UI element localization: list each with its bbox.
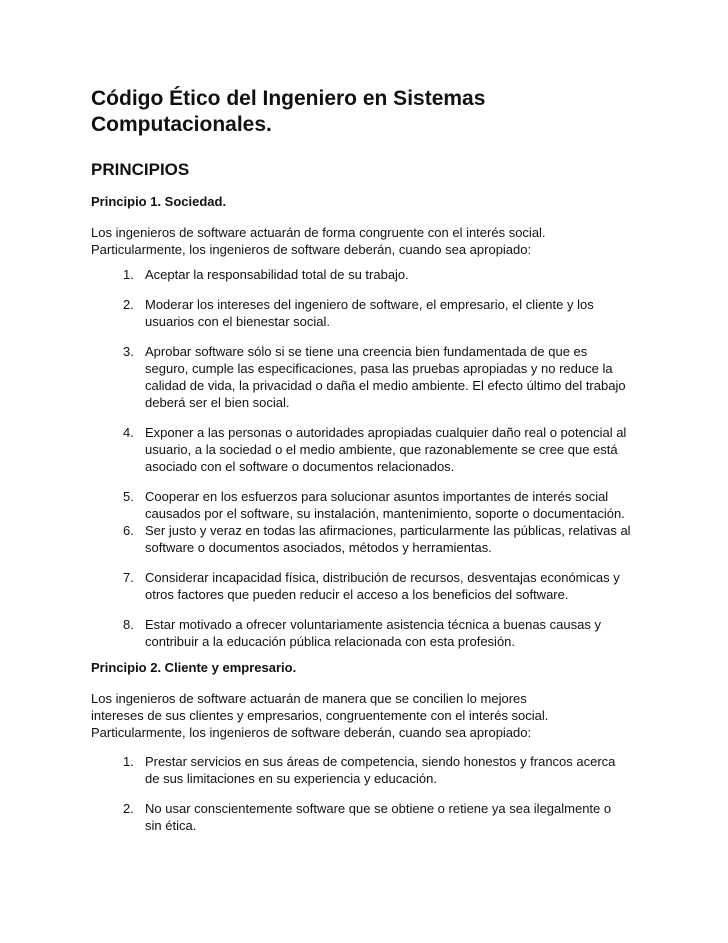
item-number: 2.	[123, 297, 134, 312]
item-number: 3.	[123, 344, 134, 359]
item-text: Moderar los intereses del ingeniero de software, el empresario, el cliente y los usuarios con el bienestar social.	[145, 297, 594, 329]
item-text: Estar motivado a ofrecer voluntariamente asistencia técnica a buenas causas y contribuir a la educación pública relacionada con esta profesión.	[145, 617, 601, 649]
list-item	[91, 569, 631, 603]
principle-2-list	[91, 753, 631, 834]
item-text: Cooperar en los esfuerzos para solucionar asuntos importantes de interés social causados por el software, su instalación, mantenimiento, soporte o documentación.	[145, 489, 625, 521]
item-text: Ser justo y veraz en todas las afirmaciones, particularmente las públicas, relativas al software o documentos asociados, métodos y herramientas.	[145, 523, 631, 555]
item-text: No usar conscientemente software que se obtiene o retiene ya sea ilegalmente o sin ética.	[145, 801, 612, 833]
item-number: 2.	[123, 801, 134, 816]
list-item	[91, 343, 631, 411]
principle-1-intro: Los ingenieros de software actuarán de forma congruente con el interés social. Particularmente, los ingenieros de software deberán, cuando sea apropiado:	[91, 225, 546, 257]
item-number: 1.	[123, 754, 134, 769]
item-number: 8.	[123, 617, 134, 632]
list-item	[91, 424, 631, 475]
principle-2-title: Principio 2. Cliente y empresario.	[91, 660, 297, 675]
list-item	[91, 522, 631, 556]
list-item	[91, 296, 631, 330]
section-heading: PRINCIPIOS	[91, 160, 190, 179]
item-text: Aprobar software sólo si se tiene una creencia bien fundamentada de que es seguro, cumple las especificaciones, pasa las pruebas apropiadas y no reduce la calidad de vida, la privacidad o daña el medio ambiente. El efecto último del trabajo deberá ser el bien social.	[145, 344, 626, 410]
principle-1-title: Principio 1. Sociedad.	[91, 194, 227, 209]
list-item	[91, 800, 631, 834]
item-number: 6.	[123, 523, 134, 538]
item-number: 1.	[123, 267, 134, 282]
principle-2-intro: Los ingenieros de software actuarán de manera que se concilien lo mejores intereses de sus clientes y empresarios, congruentemente con el interés social. Particularmente, los ingenieros de software deberán, cuando sea apropiado:	[91, 691, 549, 740]
item-number: 5.	[123, 489, 134, 504]
principle-1-list	[91, 266, 631, 650]
item-number: 7.	[123, 570, 134, 585]
document-title: Código Ético del Ingeniero en Sistemas Computacionales.	[91, 87, 486, 136]
list-item	[91, 616, 631, 650]
item-text: Prestar servicios en sus áreas de competencia, siendo honestos y francos acerca de sus limitaciones en su experiencia y educación.	[145, 754, 616, 786]
item-text: Considerar incapacidad física, distribución de recursos, desventajas económicas y otros factores que pueden reducir el acceso a los beneficios del software.	[145, 570, 620, 602]
list-item	[91, 753, 631, 787]
item-text: Aceptar la responsabilidad total de su trabajo.	[145, 267, 409, 282]
item-text: Exponer a las personas o autoridades apropiadas cualquier daño real o potencial al usuario, a la sociedad o el medio ambiente, que razonablemente se cree que está asociado con el software o documentos relacionados.	[145, 425, 627, 474]
list-item	[91, 488, 631, 522]
item-number: 4.	[123, 425, 134, 440]
list-item	[91, 266, 631, 283]
